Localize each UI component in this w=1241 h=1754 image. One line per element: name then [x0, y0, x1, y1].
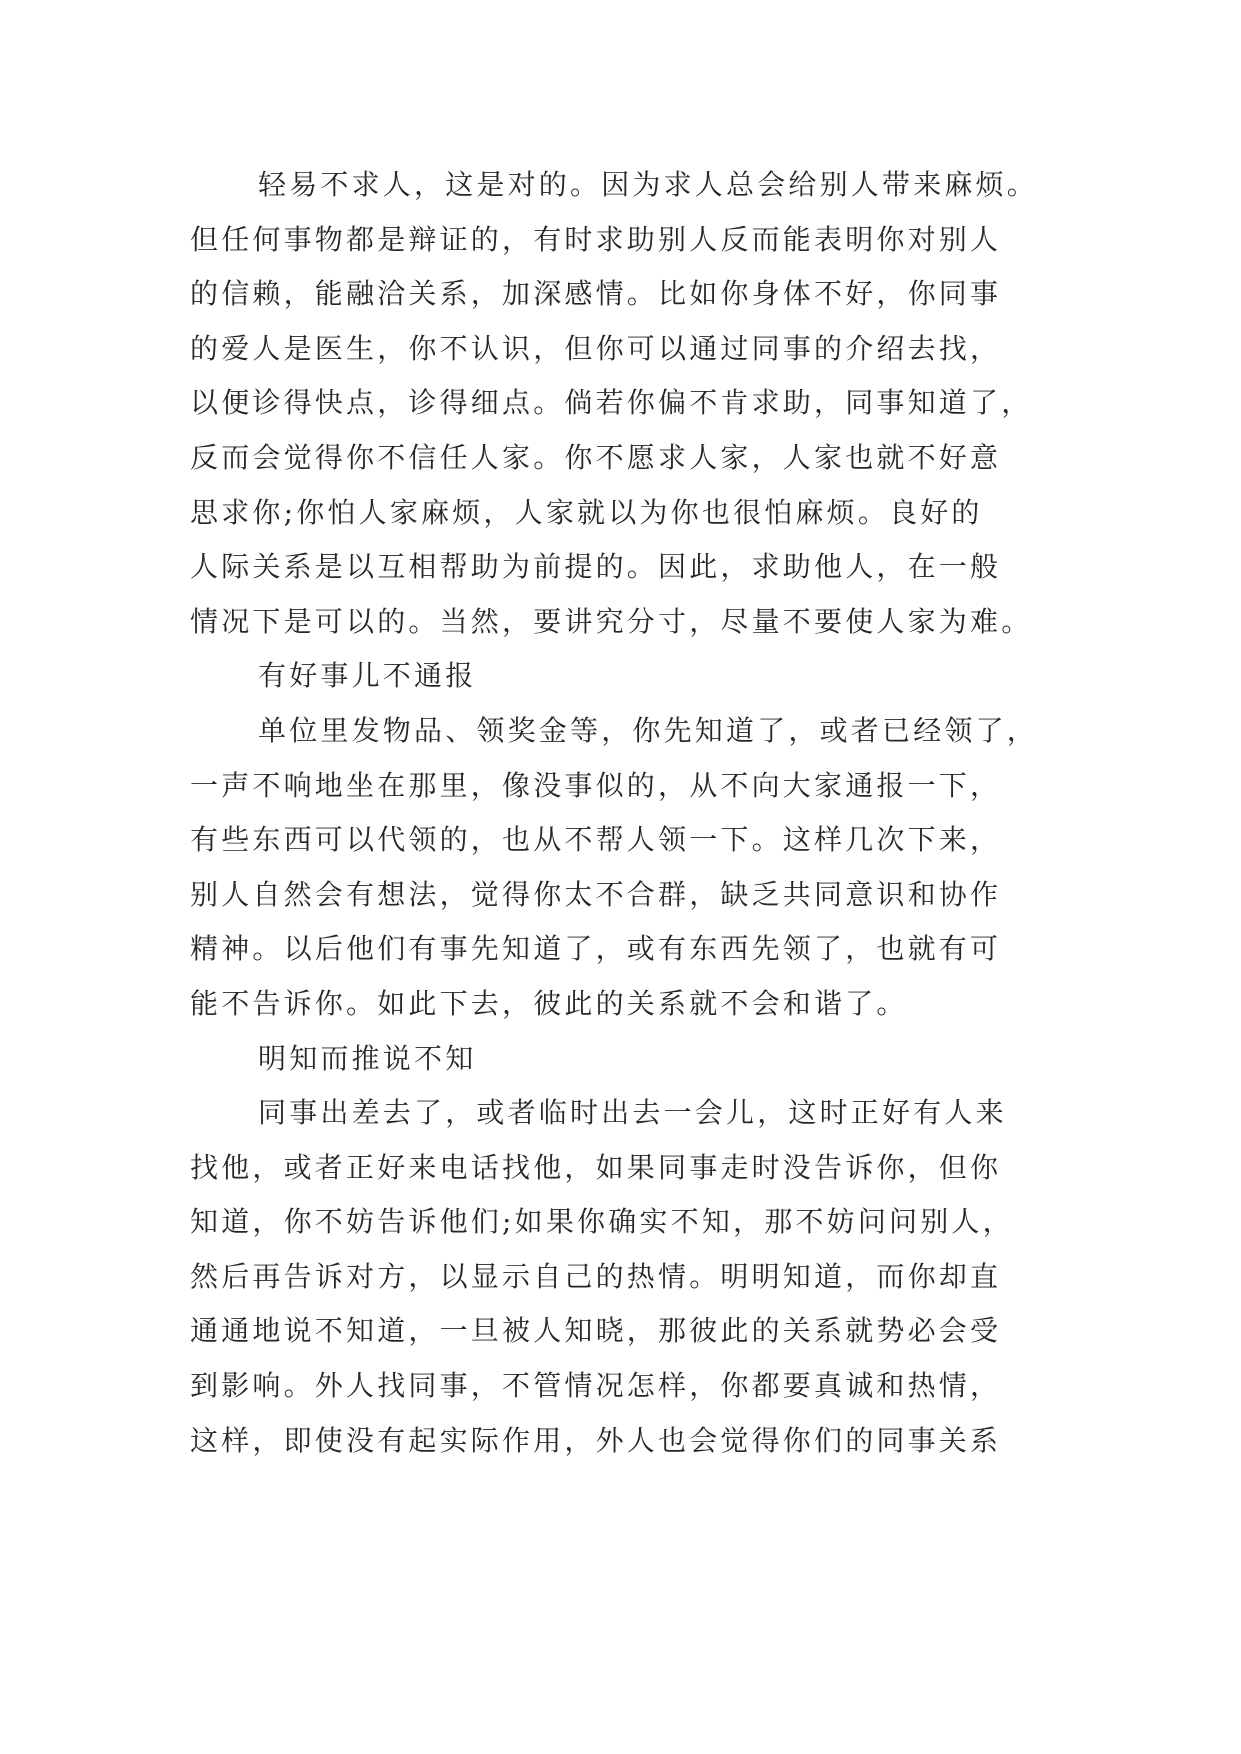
text-line: 找他，或者正好来电话找他，如果同事走时没告诉你，但你	[190, 1150, 1002, 1184]
text-line: 别人自然会有想法，觉得你太不合群，缺乏共同意识和协作	[190, 877, 1002, 911]
text-line: 思求你;你怕人家麻烦，人家就以为你也很怕麻烦。良好的	[190, 495, 983, 529]
text-line: 精神。以后他们有事先知道了，或有东西先领了，也就有可	[190, 932, 1002, 966]
text-line: 但任何事物都是辩证的，有时求助别人反而能表明你对别人	[190, 222, 1002, 256]
text-line: 的信赖，能融洽关系，加深感情。比如你身体不好，你同事	[190, 277, 1002, 311]
document-body	[190, 158, 1070, 1468]
text-line: 通通地说不知道，一旦被人知晓，那彼此的关系就势必会受	[190, 1314, 1002, 1348]
paragraph-first-line: 同事出差去了，或者临时出去一会儿，这时正好有人来	[258, 1096, 1007, 1130]
text-line: 知道，你不妨告诉他们;如果你确实不知，那不妨问问别人，	[190, 1205, 1014, 1239]
text-line: 以便诊得快点，诊得细点。倘若你偏不肯求助，同事知道了，	[190, 386, 1033, 420]
paragraph-first-line: 有好事儿不通报	[258, 659, 477, 693]
paragraph-first-line: 明知而推说不知	[258, 1041, 477, 1075]
text-line: 的爱人是医生，你不认识，但你可以通过同事的介绍去找，	[190, 331, 1002, 365]
text-line: 到影响。外人找同事，不管情况怎样，你都要真诚和热情，	[190, 1369, 1002, 1403]
paragraph-first-line: 单位里发物品、领奖金等，你先知道了，或者已经领了，	[258, 713, 1039, 747]
text-line: 然后再告诉对方，以显示自己的热情。明明知道，而你却直	[190, 1259, 1002, 1293]
paragraph-first-line: 轻易不求人，这是对的。因为求人总会给别人带来麻烦。	[258, 168, 1039, 201]
text-line: 反而会觉得你不信任人家。你不愿求人家，人家也就不好意	[190, 440, 1002, 474]
text-line: 能不告诉你。如此下去，彼此的关系就不会和谐了。	[190, 986, 908, 1020]
text-line: 这样，即使没有起实际作用，外人也会觉得你们的同事关系	[190, 1423, 1002, 1457]
text-line: 人际关系是以互相帮助为前提的。因此，求助他人，在一般	[190, 550, 1002, 584]
text-line: 一声不响地坐在那里，像没事似的，从不向大家通报一下，	[190, 768, 1002, 802]
text-line: 有些东西可以代领的，也从不帮人领一下。这样几次下来，	[190, 823, 1002, 857]
text-line: 情况下是可以的。当然，要讲究分寸，尽量不要使人家为难。	[190, 604, 1033, 638]
